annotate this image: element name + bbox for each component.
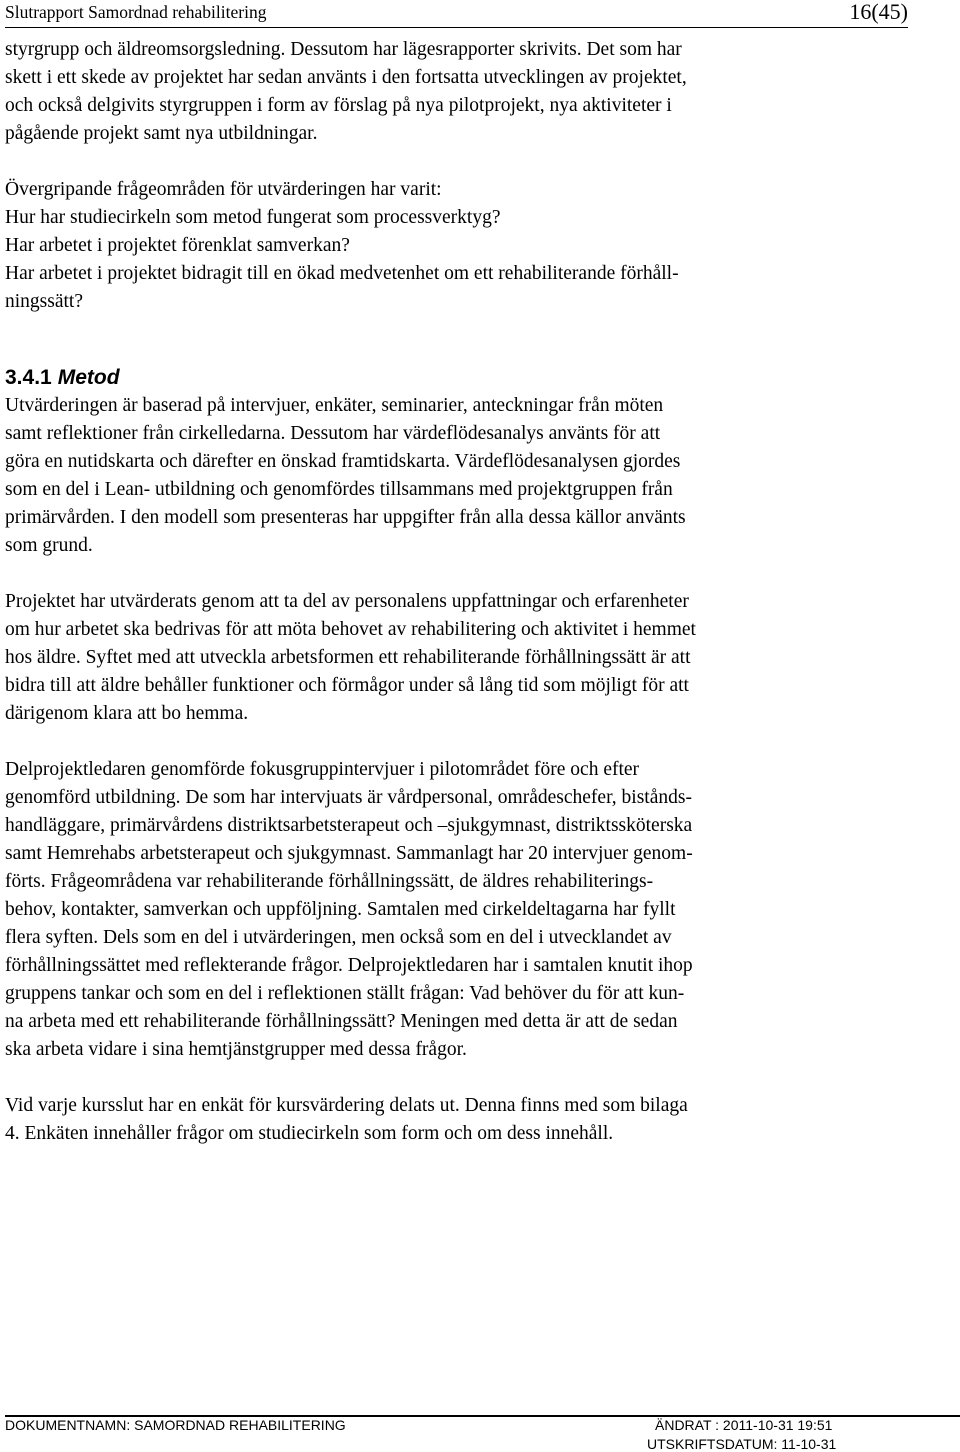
text-line: Delprojektledaren genomförde fokusgruppintervjuer i pilotområdet före och efter <box>5 759 640 780</box>
text-line: na arbeta med ett rehabiliterande förhållningssätt? Meningen med detta är att de sedan <box>5 1011 678 1032</box>
text-line: som grund. <box>5 535 93 556</box>
paragraph-gap <box>5 1064 905 1092</box>
paragraph-gap <box>5 728 905 756</box>
text-line: bidra till att äldre behåller funktioner och förmågor under så lång tid som möjligt för att <box>5 675 689 696</box>
text-line: som en del i Lean- utbildning och genomfördes tillsammans med projektgruppen från <box>5 479 673 500</box>
text-line: pågående projekt samt nya utbildningar. <box>5 123 318 144</box>
section-heading <box>5 364 905 392</box>
text-line: gruppens tankar och som en del i reflektionen ställt frågan: Vad behöver du för att kun- <box>5 983 685 1004</box>
paragraph-gap <box>5 316 905 364</box>
text-line: 4. Enkäten innehåller frågor om studiecirkeln som form och om dess innehåll. <box>5 1123 614 1144</box>
text-line: Övergripande frågeområden för utvärderingen har varit: <box>5 179 442 200</box>
text-line: om hur arbetet ska bedrivas för att möta behovet av rehabilitering och aktivitet i hemmet <box>5 619 696 640</box>
text-line: flera syften. Dels som en del i utvärderingen, men också som en del i utvecklandet av <box>5 927 672 948</box>
paragraph-evaluation <box>5 588 905 728</box>
text-line: förhållningssättet med reflekterande frågor. Delprojektledaren har i samtalen knutit ihop <box>5 955 693 976</box>
text-line: Utvärderingen är baserad på intervjuer, enkäter, seminarier, anteckningar från möten <box>5 395 664 416</box>
text-line: Har arbetet i projektet förenklat samverkan? <box>5 235 350 256</box>
text-line: Vid varje kursslut har en enkät för kursvärdering delats ut. Denna finns med som bilaga <box>5 1095 688 1116</box>
section-number: 3.4.1 <box>5 366 52 389</box>
paragraph-survey <box>5 1092 905 1148</box>
page-header <box>5 0 908 28</box>
text-line: Hur har studiecirkeln som metod fungerat som processverktyg? <box>5 207 501 228</box>
page-footer <box>5 1415 960 1452</box>
footer-print-date: UTSKRIFTSDATUM: 11-10-31 <box>647 1436 837 1452</box>
text-line: ningssätt? <box>5 291 83 312</box>
document-body <box>5 36 905 1148</box>
text-line: primärvården. I den modell som presenteras har uppgifter från alla dessa källor använts <box>5 507 686 528</box>
text-line: genomförd utbildning. De som har intervjuats är vårdpersonal, områdeschefer, bistånds- <box>5 787 692 808</box>
text-line: samt reflektioner från cirkelledarna. Dessutom har värdeflödesanalys använts för att <box>5 423 661 444</box>
text-line: Har arbetet i projektet bidragit till en ökad medvetenhet om ett rehabiliterande förhåll- <box>5 263 679 284</box>
footer-document-name: DOKUMENTNAMN: SAMORDNAD REHABILITERING <box>5 1417 346 1433</box>
text-line: och också delgivits styrgruppen i form av förslag på nya pilotprojekt, nya aktiviteter i <box>5 95 672 116</box>
paragraph-intro <box>5 36 905 148</box>
text-line: ska arbeta vidare i sina hemtjänstgrupper med dessa frågor. <box>5 1039 467 1060</box>
document-title: Slutrapport Samordnad rehabilitering <box>5 2 267 22</box>
text-line: samt Hemrehabs arbetsterapeut och sjukgymnast. Sammanlagt har 20 intervjuer genom- <box>5 843 693 864</box>
text-line: skett i ett skede av projektet har sedan använts i den fortsatta utvecklingen av projektet, <box>5 67 687 88</box>
paragraph-questions <box>5 176 905 316</box>
paragraph-interviews <box>5 756 905 1064</box>
paragraph-method <box>5 392 905 560</box>
footer-changed-date: ÄNDRAT : 2011-10-31 19:51 <box>655 1417 833 1433</box>
section-title: Metod <box>57 366 120 389</box>
text-line: styrgrupp och äldreomsorgsledning. Dessutom har lägesrapporter skrivits. Det som har <box>5 39 682 60</box>
text-line: därigenom klara att bo hemma. <box>5 703 249 724</box>
page-number: 16(45) <box>849 0 908 24</box>
text-line: behov, kontakter, samverkan och uppföljning. Samtalen med cirkeldeltagarna har fyllt <box>5 899 676 920</box>
text-line: handläggare, primärvårdens distriktsarbetsterapeut och –sjukgymnast, distriktssköterska <box>5 815 693 836</box>
text-line: förts. Frågeområdena var rehabiliterande förhållningssätt, de äldres rehabiliterings- <box>5 871 654 892</box>
paragraph-gap <box>5 560 905 588</box>
text-line: Projektet har utvärderats genom att ta del av personalens uppfattningar och erfarenheter <box>5 591 689 612</box>
text-line: göra en nutidskarta och därefter en önskad framtidskarta. Värdeflödesanalysen gjordes <box>5 451 681 472</box>
paragraph-gap <box>5 148 905 176</box>
text-line: hos äldre. Syftet med att utveckla arbetsformen ett rehabiliterande förhållningssätt är att <box>5 647 691 668</box>
